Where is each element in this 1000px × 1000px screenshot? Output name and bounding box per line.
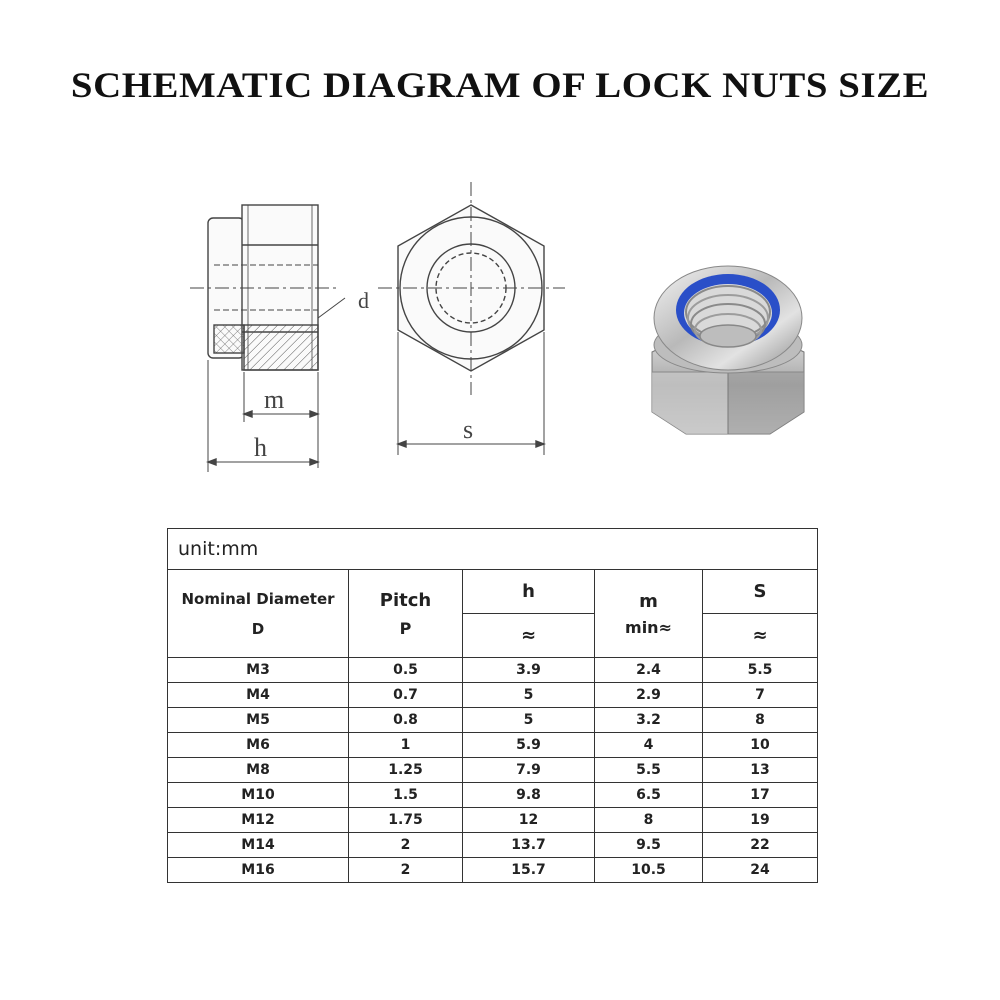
cell-nominal-diameter: M14 (168, 833, 349, 858)
cell-nominal-diameter: M16 (168, 858, 349, 883)
cell-pitch: 1 (349, 733, 463, 758)
dim-label-d: d (358, 288, 369, 313)
cell-h: 5.9 (463, 733, 595, 758)
cell-m: 3.2 (595, 708, 703, 733)
cell-h: 13.7 (463, 833, 595, 858)
cell-s: 24 (703, 858, 818, 883)
cell-m: 4 (595, 733, 703, 758)
cell-s: 10 (703, 733, 818, 758)
dim-label-s: s (463, 415, 474, 444)
header-s-approx: ≈ (703, 614, 818, 658)
header-h: h (463, 570, 595, 614)
cell-m: 9.5 (595, 833, 703, 858)
side-view (190, 205, 345, 472)
cell-s: 13 (703, 758, 818, 783)
header-pitch-line2: P (399, 618, 412, 638)
cell-s: 7 (703, 683, 818, 708)
table-row (168, 783, 818, 808)
cell-nominal-diameter: M3 (168, 658, 349, 683)
unit-label: unit:mm (168, 529, 818, 570)
header-nominal-line2: D (251, 619, 265, 638)
header-pitch-line1: Pitch (379, 589, 432, 611)
cell-pitch: 1.25 (349, 758, 463, 783)
cell-m: 2.4 (595, 658, 703, 683)
cell-m: 6.5 (595, 783, 703, 808)
cell-nominal-diameter: M10 (168, 783, 349, 808)
cell-s: 22 (703, 833, 818, 858)
table-row (168, 758, 818, 783)
cell-m: 10.5 (595, 858, 703, 883)
lock-nut-photo (652, 266, 804, 434)
cell-h: 5 (463, 708, 595, 733)
cell-h: 15.7 (463, 858, 595, 883)
dim-label-h: h (254, 433, 267, 462)
cell-m: 8 (595, 808, 703, 833)
cell-nominal-diameter: M4 (168, 683, 349, 708)
header-pitch (349, 570, 463, 658)
header-h-approx: ≈ (463, 614, 595, 658)
cell-m: 2.9 (595, 683, 703, 708)
cell-nominal-diameter: M6 (168, 733, 349, 758)
cell-pitch: 0.7 (349, 683, 463, 708)
cell-pitch: 2 (349, 858, 463, 883)
header-m (595, 570, 703, 658)
cell-s: 17 (703, 783, 818, 808)
header-m-line2: min≈ (625, 617, 672, 637)
cell-pitch: 0.8 (349, 708, 463, 733)
table-row (168, 708, 818, 733)
table-row (168, 808, 818, 833)
cell-m: 5.5 (595, 758, 703, 783)
table-row (168, 658, 818, 683)
table-row (168, 833, 818, 858)
cell-pitch: 1.5 (349, 783, 463, 808)
header-s: S (703, 570, 818, 614)
cell-h: 3.9 (463, 658, 595, 683)
table-row (168, 858, 818, 883)
header-m-line1: m (639, 590, 658, 612)
cell-pitch: 2 (349, 833, 463, 858)
header-nominal-diameter (168, 570, 349, 658)
table-row (168, 683, 818, 708)
cell-pitch: 1.75 (349, 808, 463, 833)
cell-s: 19 (703, 808, 818, 833)
cell-h: 9.8 (463, 783, 595, 808)
cell-nominal-diameter: M8 (168, 758, 349, 783)
cell-s: 8 (703, 708, 818, 733)
header-nominal-line1: Nominal Diameter (181, 589, 335, 608)
size-table (167, 528, 818, 883)
page-title: SCHEMATIC DIAGRAM OF LOCK NUTS SIZE (70, 65, 930, 105)
table-row (168, 733, 818, 758)
cell-s: 5.5 (703, 658, 818, 683)
cell-h: 12 (463, 808, 595, 833)
cell-h: 7.9 (463, 758, 595, 783)
cell-nominal-diameter: M5 (168, 708, 349, 733)
cell-h: 5 (463, 683, 595, 708)
lock-nut-schematic (0, 160, 1000, 490)
dim-label-m: m (264, 385, 285, 414)
cell-pitch: 0.5 (349, 658, 463, 683)
cell-nominal-diameter: M12 (168, 808, 349, 833)
